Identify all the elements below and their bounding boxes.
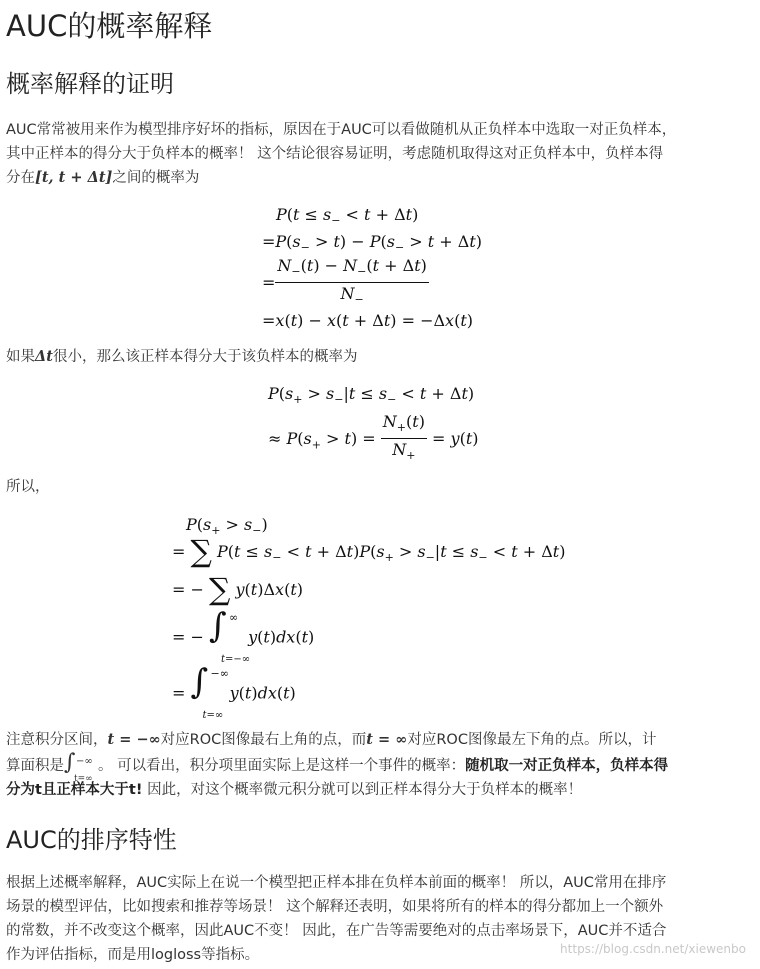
integral-symbol: ∫ −∞ t=∞ [190,662,229,721]
equation-line: ≈ $P(s_+ > t)$ = $\frac{N_+(t)}{N_+}$ = y(t) [268,412,479,467]
equation-line: $P(t \le s_- < t + \Delta t)$ [276,205,419,228]
text-segment: 算面积是 [6,758,64,774]
text-segment: 很小，那么该正样本得分大于该负样本的概率为 [52,349,358,365]
paragraph-ranking-line1: 根据上述概率解释，AUC实际上在说一个模型把正样本排在负样本前面的概率！ 所以，AUC常用在排序 [6,875,667,891]
section-heading-ranking: AUC的排序特性 [6,826,177,854]
watermark: https://blog.csdn.net/xiewenbo [560,942,746,956]
equation-line: = ∫ −∞ t=∞ y(t)dx(t) [172,662,296,721]
equation-line: = − ∫ ∞ t=−∞ y(t)dx(t) [172,606,315,665]
sum-symbol: ∑ [190,534,212,570]
equation-line: $=P(s_- > t) - P(s_- > t + \Delta t)$ [262,232,482,255]
equation-line: $P(s_+ > s_-)$ [186,515,268,538]
text-segment: 分在 [6,170,35,186]
inline-math-interval: [t, t + Δt] [35,169,113,186]
inline-math-delta: Δt [35,348,53,365]
equation-line: $P(s_+ > s_-|t \le s_- < t + \Delta t)$ [268,384,475,407]
equation-line: =x(t) − x(t + Δt) = −Δx(t) [262,311,473,330]
inline-math: t = ∞ [366,731,408,748]
paragraph-ranking-line3: 的常数，并不改变这个概率，因此AUC不变！ 因此，在广告等需要绝对的点击率场景下，AUC并不适合 [6,923,667,939]
text-segment: 。 可以看出，积分项里面实际上是这样一个事件的概率： [98,758,466,774]
page-title: AUC的概率解释 [6,9,213,43]
paragraph-note-line1 [6,727,754,753]
text-segment: 之间的概率为 [112,170,200,186]
sum-symbol: ∑ [208,572,231,608]
text-segment: 对应ROC图像最右上角的点，而 [160,732,367,748]
text-segment: 因此，对这个概率微元积分就可以到正样本得分大于负样本的概率！ [142,782,583,798]
fraction: $\frac{N_+(t)}{N_+}$ [382,412,425,463]
text-segment: 注意积分区间， [6,732,108,748]
inline-integral: ∫ −∞ t=∞ [64,750,93,784]
equation-line: = $\frac{N_-(t) - N_-(t + \Delta t)}{N_-}$ [262,256,429,311]
paragraph-note-line2 [6,750,754,784]
inline-math: t = −∞ [107,731,161,748]
paragraph-therefore: 所以， [6,479,50,495]
bold-text: 分为t且正样本大于t! [6,782,143,798]
paragraph-intro-line1: AUC常常被用来作为模型排序好坏的指标，原因在于AUC可以看做随机从正负样本中选取一对正负样本， [6,122,677,138]
section-heading-proof: 概率解释的证明 [6,70,174,98]
paragraph-small-delta [6,344,754,370]
text-segment: 对应ROC图像最左下角的点。所以，计 [407,732,657,748]
paragraph-note-line3 [6,777,754,803]
paragraph-intro-line2: 其中正样本的得分大于负样本的概率！ 这个结论很容易证明，考虑随机取得这对正负样本中，负样本得 [6,146,664,162]
bold-text: 随机取一对正负样本，负样本得 [465,758,669,774]
integral-symbol: ∫ ∞ t=−∞ [208,606,251,665]
fraction: $\frac{N_-(t) - N_-(t + \Delta t)}{N_-}$ [277,256,427,307]
paragraph-ranking-line4: 作为评估指标，而是用logloss等指标。 [6,947,260,963]
paragraph-ranking-line2: 场景的模型评估，比如搜索和推荐等场景！ 这个解释还表明，如果将所有的样本的得分都加上一个额外 [6,899,664,915]
paragraph-intro-line3 [6,165,754,191]
equation-line: = − ∑ y(t)Δx(t) [172,572,303,608]
equation-line: = ∑ $P(t \le s_- < t + \Delta t)P(s_+ > s_-|t \le s_- < t + \Delta t)$ [172,534,566,570]
text-segment: 如果 [6,349,35,365]
